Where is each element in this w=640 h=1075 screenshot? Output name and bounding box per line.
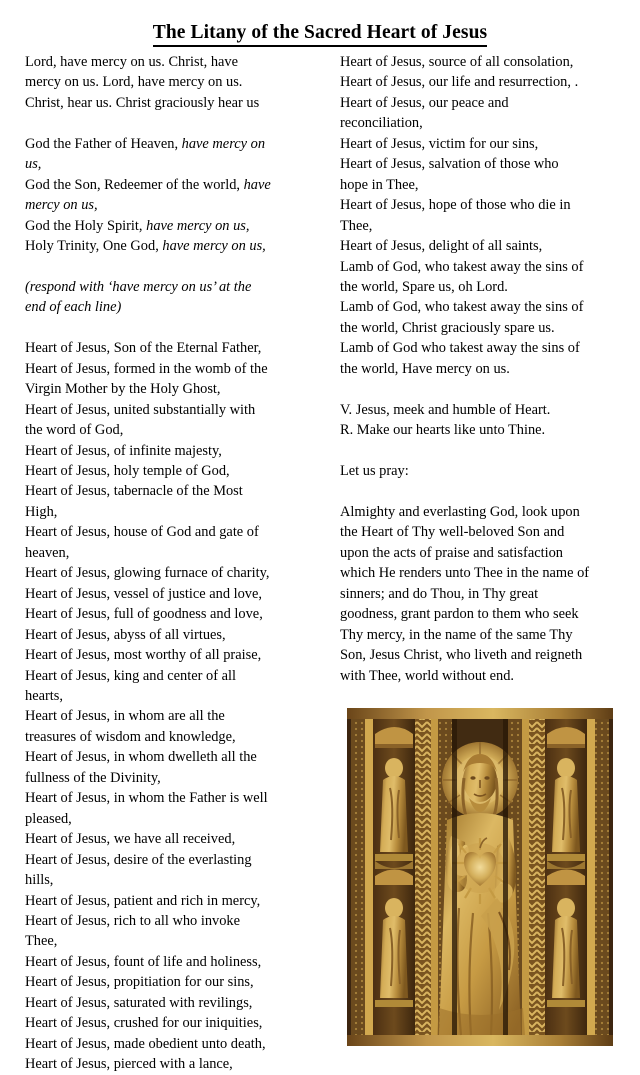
text-line: Heart of Jesus, Son of the Eternal Father, <box>25 340 262 357</box>
text-line: hope in Thee, <box>340 176 419 193</box>
text-line: Christ, hear us. Christ graciously hear us <box>25 94 260 111</box>
two-column-body <box>0 52 640 1075</box>
let-us-pray-block <box>340 461 620 481</box>
text-line <box>25 195 306 215</box>
opening-invocation-block <box>25 52 306 113</box>
text-plain: Holy Trinity, One God, <box>25 238 163 255</box>
text-plain: God the Father of Heaven, <box>25 135 182 152</box>
text-line: Lamb of God who takest away the sins of <box>340 340 580 357</box>
text-line <box>25 154 306 174</box>
text-line: Heart of Jesus, full of goodness and love, <box>25 606 263 623</box>
text-line: Heart of Jesus, glowing furnace of charity, <box>25 565 270 582</box>
text-line: mercy on us. Lord, have mercy on us. <box>25 74 243 91</box>
paragraph-spacer <box>340 379 620 399</box>
text-plain: God the Holy Spirit, <box>25 217 147 234</box>
text-line: hearts, <box>25 688 63 704</box>
text-line: Heart of Jesus, pierced with a lance, <box>25 1056 233 1073</box>
text-line: Heart of Jesus, vessel of justice and love, <box>25 585 262 602</box>
text-line: heaven, <box>25 544 70 561</box>
left-column <box>0 52 320 1075</box>
right-invocations-block <box>340 52 620 379</box>
paragraph-spacer <box>25 113 306 133</box>
text-line: Heart of Jesus, our life and resurrection, . <box>340 74 579 91</box>
text-line: Heart of Jesus, king and center of all <box>25 667 236 684</box>
trinity-invocation-block <box>25 134 306 257</box>
text-line: Heart of Jesus, crushed for our iniquities, <box>25 1015 263 1032</box>
text-line: which He renders unto Thee in the name of <box>340 565 590 582</box>
artwork-container <box>340 708 620 1046</box>
text-line: fullness of the Divinity, <box>25 769 161 786</box>
text-italic: have mercy on <box>181 135 266 152</box>
text-line: Virgin Mother by the Holy Ghost, <box>25 381 221 398</box>
text-line: Lamb of God, who takest away the sins of <box>340 299 584 316</box>
text-line: Thy mercy, in the name of the same Thy <box>340 626 573 643</box>
paragraph-spacer <box>25 318 306 338</box>
text-italic: us, <box>25 156 42 173</box>
text-line <box>25 216 306 236</box>
text-line: Heart of Jesus, desire of the everlasting <box>25 851 252 868</box>
text-line: Heart of Jesus, tabernacle of the Most <box>25 483 243 500</box>
text-line: Heart of Jesus, our peace and <box>340 94 509 111</box>
text-plain: God the Son, Redeemer of the world, <box>25 176 244 193</box>
text-italic: have mercy on us, <box>146 217 250 234</box>
text-line: Heart of Jesus, made obedient unto death, <box>25 1035 266 1052</box>
text-line: Heart of Jesus, formed in the womb of the <box>25 360 268 377</box>
versicle-response-block <box>340 400 620 441</box>
text-line: the world, Christ graciously spare us. <box>340 319 555 336</box>
let-us-pray-label: Let us pray: <box>340 463 409 480</box>
text-italic: have <box>243 176 271 193</box>
text-line: Heart of Jesus, in whom the Father is well <box>25 790 268 807</box>
text-line: hills, <box>25 872 54 889</box>
text-line: Heart of Jesus, propitiation for our sins, <box>25 974 254 991</box>
text-line: Thee, <box>25 933 58 950</box>
text-line: Almighty and everlasting God, look upon <box>340 503 580 520</box>
text-line: Heart of Jesus, fount of life and holiness, <box>25 953 262 970</box>
text-line: the word of God, <box>25 422 124 439</box>
text-line: Heart of Jesus, patient and rich in mercy, <box>25 892 261 909</box>
text-line: Thee, <box>340 217 373 234</box>
text-line <box>25 236 306 256</box>
sacred-heart-relief-illustration <box>347 708 613 1046</box>
right-column <box>320 52 640 1046</box>
text-line: (respond with ‘have mercy on us’ at the <box>25 278 252 295</box>
text-line: Heart of Jesus, in whom dwelleth all the <box>25 749 257 766</box>
text-line: Heart of Jesus, abyss of all virtues, <box>25 626 226 643</box>
text-line: Heart of Jesus, rich to all who invoke <box>25 912 241 929</box>
page-title: The Litany of the Sacred Heart of Jesus <box>153 21 487 47</box>
text-line: Heart of Jesus, source of all consolation, <box>340 54 574 70</box>
paragraph-spacer <box>25 257 306 277</box>
sacred-heart-of-jesus-relief-image <box>347 708 613 1046</box>
paragraph-spacer <box>340 481 620 501</box>
text-line: High, <box>25 503 58 520</box>
text-line: pleased, <box>25 810 72 827</box>
closing-prayer-block <box>340 502 620 686</box>
text-line: Heart of Jesus, saturated with revilings, <box>25 994 253 1011</box>
versicle-line: V. Jesus, meek and humble of Heart. <box>340 401 551 418</box>
text-line <box>25 134 306 154</box>
text-italic: have mercy on us, <box>162 238 266 255</box>
text-line: upon the acts of praise and satisfaction <box>340 544 563 561</box>
text-italic: mercy on us, <box>25 197 98 214</box>
text-line: the Heart of Thy well-beloved Son and <box>340 524 565 541</box>
text-line: Heart of Jesus, delight of all saints, <box>340 238 543 255</box>
text-line: Lamb of God, who takest away the sins of <box>340 258 584 275</box>
text-line: reconciliation, <box>340 115 423 132</box>
text-line: the world, Have mercy on us. <box>340 360 510 377</box>
text-line: the world, Spare us, oh Lord. <box>340 278 508 295</box>
text-line: Heart of Jesus, victim for our sins, <box>340 135 539 152</box>
text-line: Heart of Jesus, house of God and gate of <box>25 524 259 541</box>
text-line: Heart of Jesus, most worthy of all praise, <box>25 647 262 664</box>
text-line: Son, Jesus Christ, who liveth and reigneth <box>340 647 583 664</box>
text-line: sinners; and do Thou, in Thy great <box>340 585 539 602</box>
response-line: R. Make our hearts like unto Thine. <box>340 422 546 439</box>
text-line: Heart of Jesus, of infinite majesty, <box>25 442 222 459</box>
paragraph-spacer <box>340 441 620 461</box>
text-line: Lord, have mercy on us. Christ, have <box>25 54 239 70</box>
text-line: treasures of wisdom and knowledge, <box>25 728 236 745</box>
text-line: with Thee, world without end. <box>340 667 514 684</box>
response-instruction-block <box>25 277 306 318</box>
text-line: end of each line) <box>25 299 122 316</box>
text-line: Heart of Jesus, holy temple of God, <box>25 463 230 480</box>
text-line: Heart of Jesus, in whom are all the <box>25 708 225 725</box>
text-line: Heart of Jesus, hope of those who die in <box>340 197 571 214</box>
left-invocations-block <box>25 338 306 1074</box>
text-line: Heart of Jesus, we have all received, <box>25 831 236 848</box>
text-line: Heart of Jesus, united substantially with <box>25 401 256 418</box>
text-line: goodness, grant pardon to them who seek <box>340 606 579 623</box>
text-line <box>25 175 306 195</box>
text-line: Heart of Jesus, salvation of those who <box>340 156 559 173</box>
